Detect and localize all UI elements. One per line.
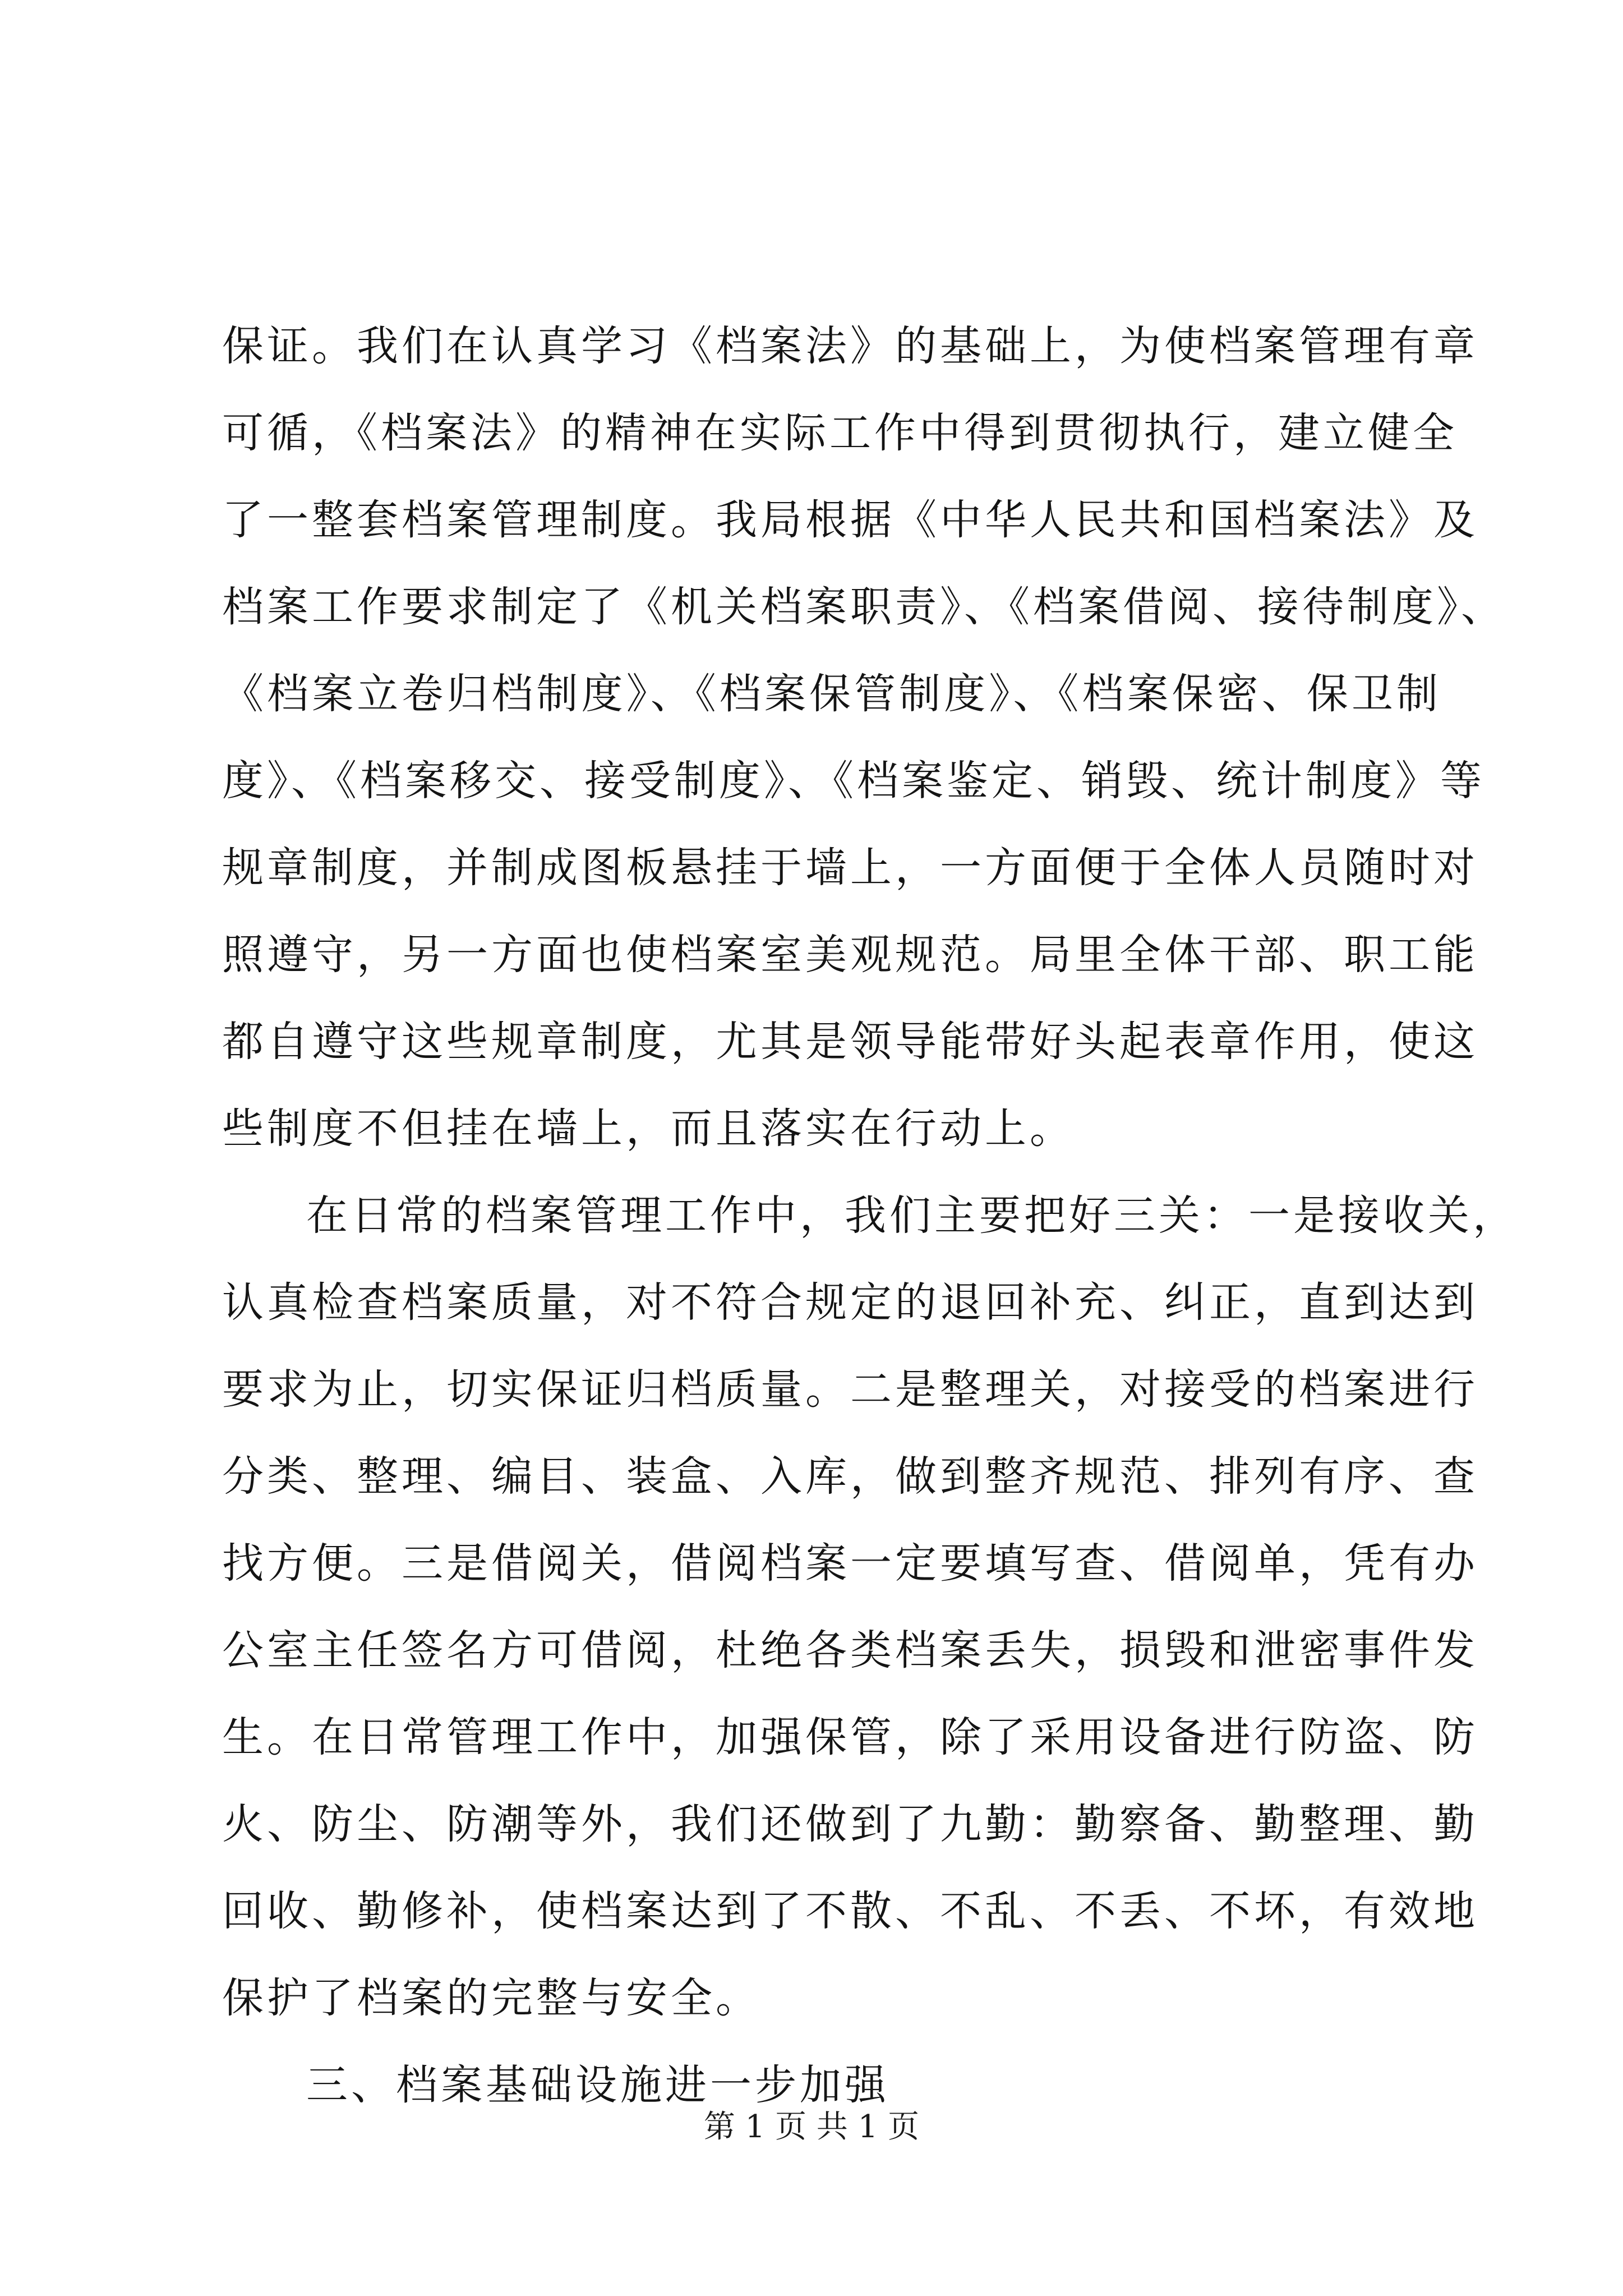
text-line: 在日常的档案管理工作中，我们主要把好三关：一是接收关，	[306, 1191, 1518, 1240]
document-body	[222, 303, 1518, 2129]
text-line: 些制度不但挂在墙上，而且落实在行动上。	[222, 1105, 1075, 1153]
paragraph-2	[222, 1172, 1518, 2042]
text-line: 照遵守，另一方面也使档案室美观规范。局里全体干部、职工能	[222, 931, 1478, 979]
text-line: 生。在日常管理工作中，加强保管，除了采用设备进行防盗、防	[222, 1713, 1478, 1761]
text-line: 公室主任签名方可借阅，杜绝各类档案丢失，损毁和泄密事件发	[222, 1626, 1478, 1674]
text-line: 可循，《档案法》的精神在实际工作中得到贯彻执行，建立健全	[222, 409, 1458, 457]
section-heading: 三、档案基础设施进一步加强	[306, 2061, 889, 2109]
page-number: 第 1 页 共 1 页	[703, 2109, 920, 2145]
text-line: 了一整套档案管理制度。我局根据《中华人民共和国档案法》及	[222, 496, 1478, 544]
text-line: 回收、勤修补，使档案达到了不散、不乱、不丢、不坏，有效地	[222, 1887, 1478, 1935]
page-footer	[0, 2105, 1623, 2150]
text-line: 要求为止，切实保证归档质量。二是整理关，对接受的档案进行	[222, 1365, 1478, 1414]
text-line: 分类、整理、编目、装盒、入库，做到整齐规范、排列有序、查	[222, 1452, 1478, 1501]
text-line: 认真检查档案质量，对不符合规定的退回补充、纠正，直到达到	[222, 1278, 1478, 1327]
text-line: 保护了档案的完整与安全。	[222, 1974, 760, 2022]
text-line: 规章制度，并制成图板悬挂于墙上，一方面便于全体人员随时对	[222, 844, 1478, 892]
text-line: 都自遵守这些规章制度，尤其是领导能带好头起表章作用，使这	[222, 1018, 1478, 1066]
text-line: 《档案立卷归档制度》、《档案保管制度》、《档案保密、保卫制	[222, 670, 1441, 718]
text-line: 火、防尘、防潮等外，我们还做到了九勤：勤察备、勤整理、勤	[222, 1800, 1478, 1848]
text-line: 找方便。三是借阅关，借阅档案一定要填写查、借阅单，凭有办	[222, 1539, 1478, 1588]
text-line: 度》、《档案移交、接受制度》、《档案鉴定、销毁、统计制度》等	[222, 757, 1485, 805]
text-line: 档案工作要求制定了《机关档案职责》、《档案借阅、接待制度》、	[222, 583, 1506, 631]
paragraph-1	[222, 303, 1506, 1172]
text-line: 保证。我们在认真学习《档案法》的基础上，为使档案管理有章	[222, 322, 1478, 370]
